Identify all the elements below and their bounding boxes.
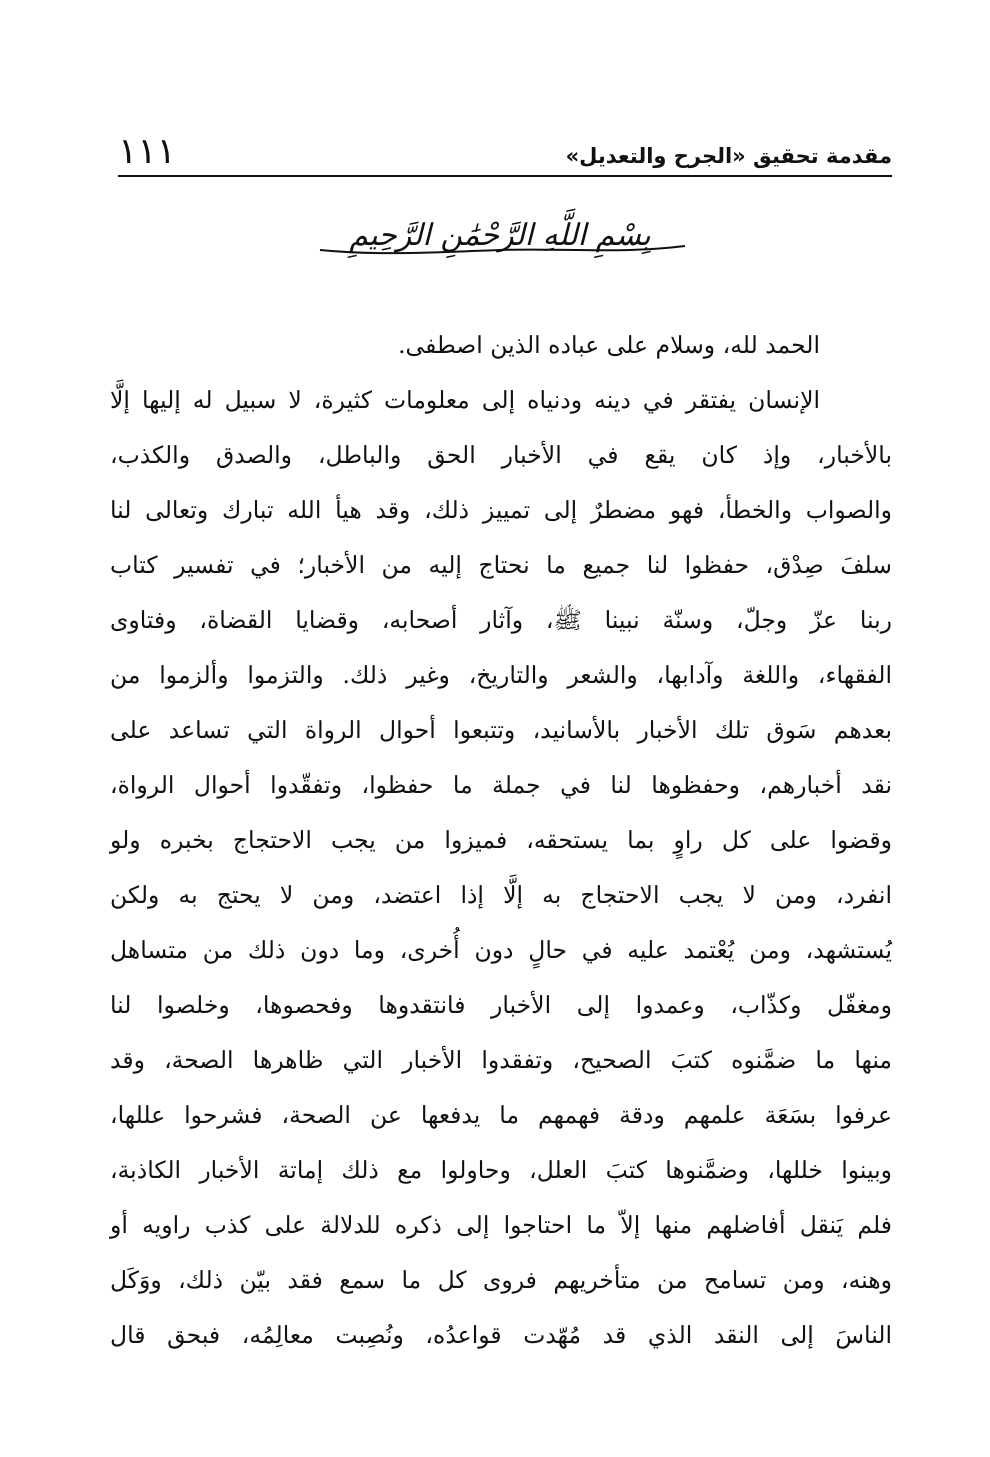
text-line: وقضوا على كل راوٍ بما يستحقه، فميزوا من يجب الاحتجاج بخبره ولو: [110, 826, 892, 854]
text-line: بالأخبار، وإذ كان يقع في الأخبار الحق والباطل، والصدق والكذب،: [110, 441, 892, 469]
header-title: مقدمة تحقيق «الجرح والتعديل»: [565, 144, 892, 168]
text-line: وهنه، ومن تسامح من متأخريهم فروى كل ما سمع فقد بيّن ذلك، ووَكَل: [110, 1266, 892, 1294]
text-line: الفقهاء، واللغة وآدابها، والشعر والتاريخ، وغير ذلك. والتزموا وألزموا من: [110, 661, 892, 689]
text-line: والصواب والخطأ، فهو مضطرٌ إلى تمييز ذلك، وقد هيأ الله تبارك وتعالى لنا: [110, 496, 892, 524]
text-line: بعدهم سَوق تلك الأخبار بالأسانيد، وتتبعوا أحوال الرواة التي تساعد على: [110, 716, 892, 744]
text-line: عرفوا بسَعَة علمهم ودقة فهمهم ما يدفعها عن الصحة، فشرحوا عللها،: [110, 1101, 892, 1129]
text-line: انفرد، ومن لا يجب الاحتجاج به إلَّا إذا اعتضد، ومن لا يحتج به ولكن: [110, 881, 892, 909]
text-line: وبينوا خللها، وضمَّنوها كتبَ العلل، وحاولوا مع ذلك إماتة الأخبار الكاذبة،: [110, 1156, 892, 1184]
opening-line: الحمد لله، وسلام على عباده الذين اصطفى.: [398, 331, 820, 359]
text-line: الإنسان يفتقر في دينه ودنياه إلى معلومات كثيرة، لا سبيل له إليها إلَّا: [110, 386, 820, 414]
text-line: منها ما ضمَّنوه كتبَ الصحيح، وتفقدوا الأخبار التي ظاهرها الصحة، وقد: [110, 1046, 892, 1074]
running-header: [118, 124, 892, 172]
text-line: سلفَ صِدْق، حفظوا لنا جميع ما نحتاج إليه من الأخبار؛ في تفسير كتاب: [110, 551, 892, 579]
text-line: ومغفّل وكذّاب، وعمدوا إلى الأخبار فانتقدوها وفحصوها، وخلصوا لنا: [110, 991, 892, 1019]
text-line: يُستشهد، ومن يُعْتمد عليه في حالٍ دون أُخرى، وما دون ذلك من متساهل: [110, 936, 892, 964]
header-rule: [118, 175, 892, 177]
page-number: ١١١: [118, 131, 177, 172]
text-line: نقد أخبارهم، وحفظوها لنا في جملة ما حفظوا، وتفقّدوا أحوال الرواة،: [110, 771, 892, 799]
basmala-calligraphy: [300, 206, 700, 266]
text-line: ربنا عزّ وجلّ، وسنّة نبينا ﷺ، وآثار أصحابه، وقضايا القضاة، وفتاوى: [110, 606, 892, 634]
text-line: فلم يَنقل أفاضلهم منها إلاّ ما احتاجوا إلى ذكره للدلالة على كذب راويه أو: [110, 1211, 893, 1239]
text-line: الناسَ إلى النقد الذي قد مُهّدت قواعدُه، ونُصِبت معالِمُه، فبحق قال: [110, 1321, 892, 1349]
paragraph: [110, 373, 892, 1363]
main-text: [110, 318, 892, 1363]
basmala-text: بِسْمِ اللَّهِ الرَّحْمَٰنِ الرَّحِيمِ: [349, 218, 651, 253]
